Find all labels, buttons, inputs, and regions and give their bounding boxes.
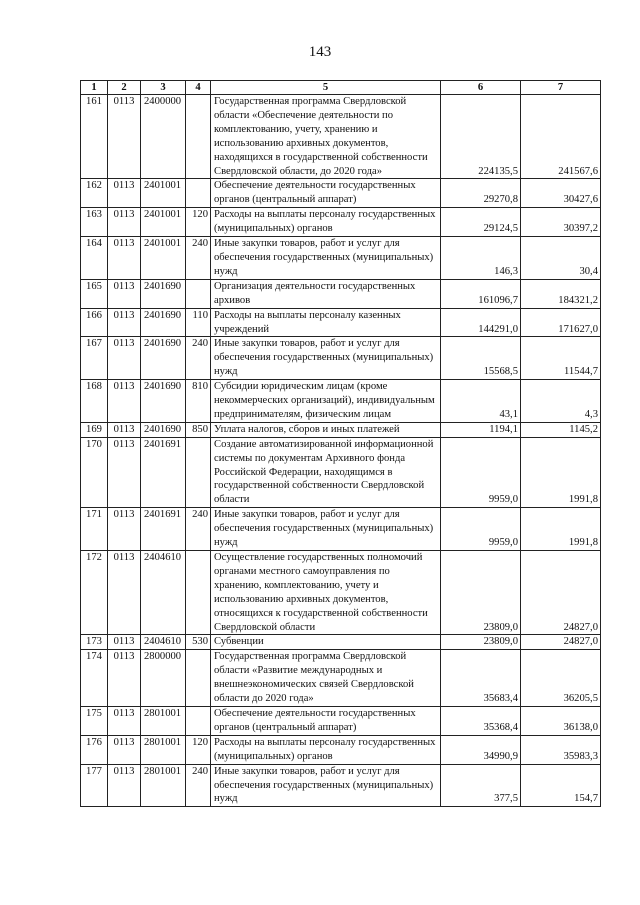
row-number-cell: 161 (81, 95, 108, 179)
header-col-5: 5 (211, 81, 441, 95)
row-number-cell: 172 (81, 551, 108, 635)
expense-type-cell: 240 (186, 237, 211, 280)
expense-type-cell: 110 (186, 308, 211, 337)
amount-col6-cell: 29270,8 (441, 179, 521, 208)
target-code-cell: 2401001 (141, 208, 186, 237)
amount-col6-cell: 15568,5 (441, 337, 521, 380)
amount-col6-cell: 29124,5 (441, 208, 521, 237)
amount-col7-cell: 4,3 (521, 380, 601, 423)
table-row (81, 179, 601, 208)
table-row (81, 237, 601, 280)
amount-col7-cell: 30,4 (521, 237, 601, 280)
row-number-cell: 164 (81, 237, 108, 280)
amount-col6-cell: 146,3 (441, 237, 521, 280)
target-code-cell: 2404610 (141, 635, 186, 650)
header-col-1: 1 (81, 81, 108, 95)
header-col-7: 7 (521, 81, 601, 95)
amount-col7-cell: 36138,0 (521, 706, 601, 735)
item-name-cell: Расходы на выплаты персоналу казенных учреждений (211, 308, 441, 337)
table-header-row (81, 81, 601, 95)
item-name-cell: Субвенции (211, 635, 441, 650)
item-name-cell: Государственная программа Свердловской области «Развитие международных и внешнеэкономических связей Свердловской области до 2020 года» (211, 650, 441, 707)
amount-col6-cell: 9959,0 (441, 437, 521, 508)
amount-col6-cell: 34990,9 (441, 735, 521, 764)
section-code-cell: 0113 (108, 437, 141, 508)
target-code-cell: 2401690 (141, 279, 186, 308)
row-number-cell: 173 (81, 635, 108, 650)
row-number-cell: 169 (81, 422, 108, 437)
row-number-cell: 174 (81, 650, 108, 707)
target-code-cell: 2800000 (141, 650, 186, 707)
amount-col7-cell: 24827,0 (521, 551, 601, 635)
amount-col6-cell: 144291,0 (441, 308, 521, 337)
table-row (81, 735, 601, 764)
row-number-cell: 176 (81, 735, 108, 764)
section-code-cell: 0113 (108, 337, 141, 380)
row-number-cell: 175 (81, 706, 108, 735)
target-code-cell: 2401690 (141, 380, 186, 423)
target-code-cell: 2801001 (141, 706, 186, 735)
target-code-cell: 2401001 (141, 179, 186, 208)
target-code-cell: 2401001 (141, 237, 186, 280)
header-col-6: 6 (441, 81, 521, 95)
expense-type-cell: 530 (186, 635, 211, 650)
amount-col6-cell: 224135,5 (441, 95, 521, 179)
amount-col7-cell: 241567,6 (521, 95, 601, 179)
header-col-3: 3 (141, 81, 186, 95)
row-number-cell: 165 (81, 279, 108, 308)
amount-col6-cell: 9959,0 (441, 508, 521, 551)
expense-type-cell (186, 650, 211, 707)
section-code-cell: 0113 (108, 735, 141, 764)
item-name-cell: Иные закупки товаров, работ и услуг для обеспечения государственных (муниципальных) нужд (211, 237, 441, 280)
header-col-4: 4 (186, 81, 211, 95)
section-code-cell: 0113 (108, 179, 141, 208)
amount-col7-cell: 184321,2 (521, 279, 601, 308)
expense-type-cell (186, 551, 211, 635)
section-code-cell: 0113 (108, 764, 141, 807)
budget-table (80, 80, 601, 807)
item-name-cell: Государственная программа Свердловской области «Обеспечение деятельности по комплектованию, учету, хранению и использованию архивных документов, находящихся в государственной собственности Свердловской области, до 2020 года» (211, 95, 441, 179)
target-code-cell: 2401691 (141, 508, 186, 551)
item-name-cell: Расходы на выплаты персоналу государственных (муниципальных) органов (211, 735, 441, 764)
section-code-cell: 0113 (108, 237, 141, 280)
amount-col7-cell: 11544,7 (521, 337, 601, 380)
table-row (81, 95, 601, 179)
amount-col6-cell: 35368,4 (441, 706, 521, 735)
row-number-cell: 166 (81, 308, 108, 337)
target-code-cell: 2400000 (141, 95, 186, 179)
item-name-cell: Осуществление государственных полномочий органами местного самоуправления по хранению, комплектованию, учету и использованию архивных документов, относящихся к государственной собственности Свердловской области (211, 551, 441, 635)
target-code-cell: 2801001 (141, 764, 186, 807)
table-row (81, 422, 601, 437)
expense-type-cell: 850 (186, 422, 211, 437)
section-code-cell: 0113 (108, 380, 141, 423)
expense-type-cell (186, 437, 211, 508)
expense-type-cell (186, 706, 211, 735)
amount-col7-cell: 1145,2 (521, 422, 601, 437)
item-name-cell: Обеспечение деятельности государственных органов (центральный аппарат) (211, 179, 441, 208)
section-code-cell: 0113 (108, 650, 141, 707)
item-name-cell: Уплата налогов, сборов и иных платежей (211, 422, 441, 437)
amount-col6-cell: 161096,7 (441, 279, 521, 308)
table-row (81, 706, 601, 735)
item-name-cell: Организация деятельности государственных архивов (211, 279, 441, 308)
section-code-cell: 0113 (108, 635, 141, 650)
section-code-cell: 0113 (108, 551, 141, 635)
amount-col7-cell: 30427,6 (521, 179, 601, 208)
table-row (81, 208, 601, 237)
expense-type-cell: 120 (186, 735, 211, 764)
amount-col7-cell: 154,7 (521, 764, 601, 807)
row-number-cell: 167 (81, 337, 108, 380)
section-code-cell: 0113 (108, 208, 141, 237)
table-row (81, 437, 601, 508)
item-name-cell: Обеспечение деятельности государственных органов (центральный аппарат) (211, 706, 441, 735)
page-number: 143 (308, 44, 332, 60)
row-number-cell: 177 (81, 764, 108, 807)
section-code-cell: 0113 (108, 422, 141, 437)
table-row (81, 380, 601, 423)
item-name-cell: Расходы на выплаты персоналу государственных (муниципальных) органов (211, 208, 441, 237)
row-number-cell: 162 (81, 179, 108, 208)
row-number-cell: 171 (81, 508, 108, 551)
section-code-cell: 0113 (108, 308, 141, 337)
amount-col6-cell: 1194,1 (441, 422, 521, 437)
expense-type-cell (186, 279, 211, 308)
item-name-cell: Иные закупки товаров, работ и услуг для обеспечения государственных (муниципальных) нужд (211, 764, 441, 807)
amount-col6-cell: 377,5 (441, 764, 521, 807)
expense-type-cell: 810 (186, 380, 211, 423)
amount-col7-cell: 35983,3 (521, 735, 601, 764)
table-body (81, 95, 601, 807)
table-row (81, 551, 601, 635)
amount-col7-cell: 1991,8 (521, 508, 601, 551)
target-code-cell: 2801001 (141, 735, 186, 764)
table-row (81, 337, 601, 380)
section-code-cell: 0113 (108, 279, 141, 308)
expense-type-cell (186, 179, 211, 208)
target-code-cell: 2401690 (141, 422, 186, 437)
expense-type-cell: 240 (186, 337, 211, 380)
row-number-cell: 168 (81, 380, 108, 423)
table-row (81, 308, 601, 337)
amount-col7-cell: 171627,0 (521, 308, 601, 337)
section-code-cell: 0113 (108, 508, 141, 551)
item-name-cell: Иные закупки товаров, работ и услуг для обеспечения государственных (муниципальных) нужд (211, 508, 441, 551)
target-code-cell: 2404610 (141, 551, 186, 635)
amount-col7-cell: 24827,0 (521, 635, 601, 650)
table-row (81, 764, 601, 807)
target-code-cell: 2401690 (141, 337, 186, 380)
section-code-cell: 0113 (108, 95, 141, 179)
item-name-cell: Создание автоматизированной информационной системы по документам Архивного фонда Российской Федерации, находящимся в государственной собственности Свердловской области (211, 437, 441, 508)
amount-col7-cell: 36205,5 (521, 650, 601, 707)
amount-col6-cell: 43,1 (441, 380, 521, 423)
row-number-cell: 163 (81, 208, 108, 237)
amount-col7-cell: 1991,8 (521, 437, 601, 508)
header-col-2: 2 (108, 81, 141, 95)
section-code-cell: 0113 (108, 706, 141, 735)
amount-col7-cell: 30397,2 (521, 208, 601, 237)
amount-col6-cell: 23809,0 (441, 635, 521, 650)
item-name-cell: Субсидии юридическим лицам (кроме некоммерческих организаций), индивидуальным предпринимателям, физическим лицам (211, 380, 441, 423)
amount-col6-cell: 35683,4 (441, 650, 521, 707)
item-name-cell: Иные закупки товаров, работ и услуг для обеспечения государственных (муниципальных) нужд (211, 337, 441, 380)
amount-col6-cell: 23809,0 (441, 551, 521, 635)
expense-type-cell: 240 (186, 508, 211, 551)
expense-type-cell: 240 (186, 764, 211, 807)
table-row (81, 650, 601, 707)
expense-type-cell: 120 (186, 208, 211, 237)
target-code-cell: 2401691 (141, 437, 186, 508)
expense-type-cell (186, 95, 211, 179)
table-row (81, 508, 601, 551)
target-code-cell: 2401690 (141, 308, 186, 337)
table-row (81, 279, 601, 308)
row-number-cell: 170 (81, 437, 108, 508)
table-row (81, 635, 601, 650)
